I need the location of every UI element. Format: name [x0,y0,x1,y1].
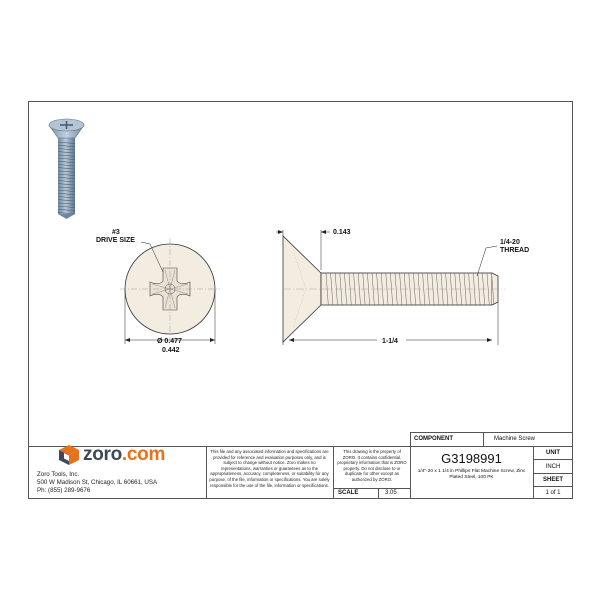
scale-value: 3.05 [385,490,397,496]
part-number: G3198991 [441,451,502,466]
company-address: 500 W Madison St, Chicago, IL 60661, USA [37,479,158,486]
sheet-label: SHEET [542,477,563,483]
logo-wordmark: zoro [83,444,122,465]
head-diameter-min: 0.442 [162,347,180,354]
title-block-line [533,473,573,474]
head-diameter-max: Ø 0.477 [157,338,182,345]
company-info [37,471,157,495]
zoro-logo [58,444,165,466]
screw-side-view [276,230,505,345]
unit-value: INCH [545,464,561,470]
title-block-divider [206,446,207,499]
zoro-cube-icon [58,444,80,466]
title-block-divider [333,446,334,499]
scale-label: SCALE [338,490,359,496]
thread-size-label: 1/4-20 [500,239,520,246]
drive-size-number: #3 [112,229,120,236]
component-value: Machine Screw [494,436,536,442]
title-block-line [533,486,573,487]
title-block [28,432,573,499]
company-area [28,432,206,499]
company-phone: Ph: (855) 289-9676 [37,487,91,494]
title-block-line [533,459,573,460]
length-dimension: 1-1/4 [382,338,398,345]
screw-render-image [49,119,84,219]
title-block-line [333,488,410,489]
head-top-view [120,238,220,344]
logo-tld: .com [121,444,166,465]
component-label: COMPONENT [414,436,453,442]
sheet-value: 1 of 1 [545,490,561,496]
disclaimer-left: This file and any associated information and specifications are provided for reference and evaluation purposes only, and is subject to change without notice. Zoro makes no representations, warranties or guarantees as to the appropriateness, accuracy, completeness, or suitability for any purpose, of the file, information or specifications. You are solely responsible for the use of the file, information or specifications. [209,449,330,488]
unit-label: UNIT [546,450,560,456]
title-block-divider [378,488,379,499]
part-description: 1/4"-20 x 1 1/4 in Phillips Flat Machine Screw, Zinc Plated Steel, 100 PK [417,469,526,480]
thread-text-label: THREAD [500,247,530,254]
drive-size-text: DRIVE SIZE [96,237,135,244]
disclaimer-right: This drawing is the property of ZORO. It contains confidential, proprietary information that is ZORO property. Do not disclose to or duplicate for other except as authorized by ZORO. [337,449,407,482]
title-block-top-line [410,432,573,433]
title-block-divider [483,432,484,446]
head-height-dimension: 0.143 [333,229,351,236]
company-name: Zoro Tools, Inc. [37,471,80,478]
